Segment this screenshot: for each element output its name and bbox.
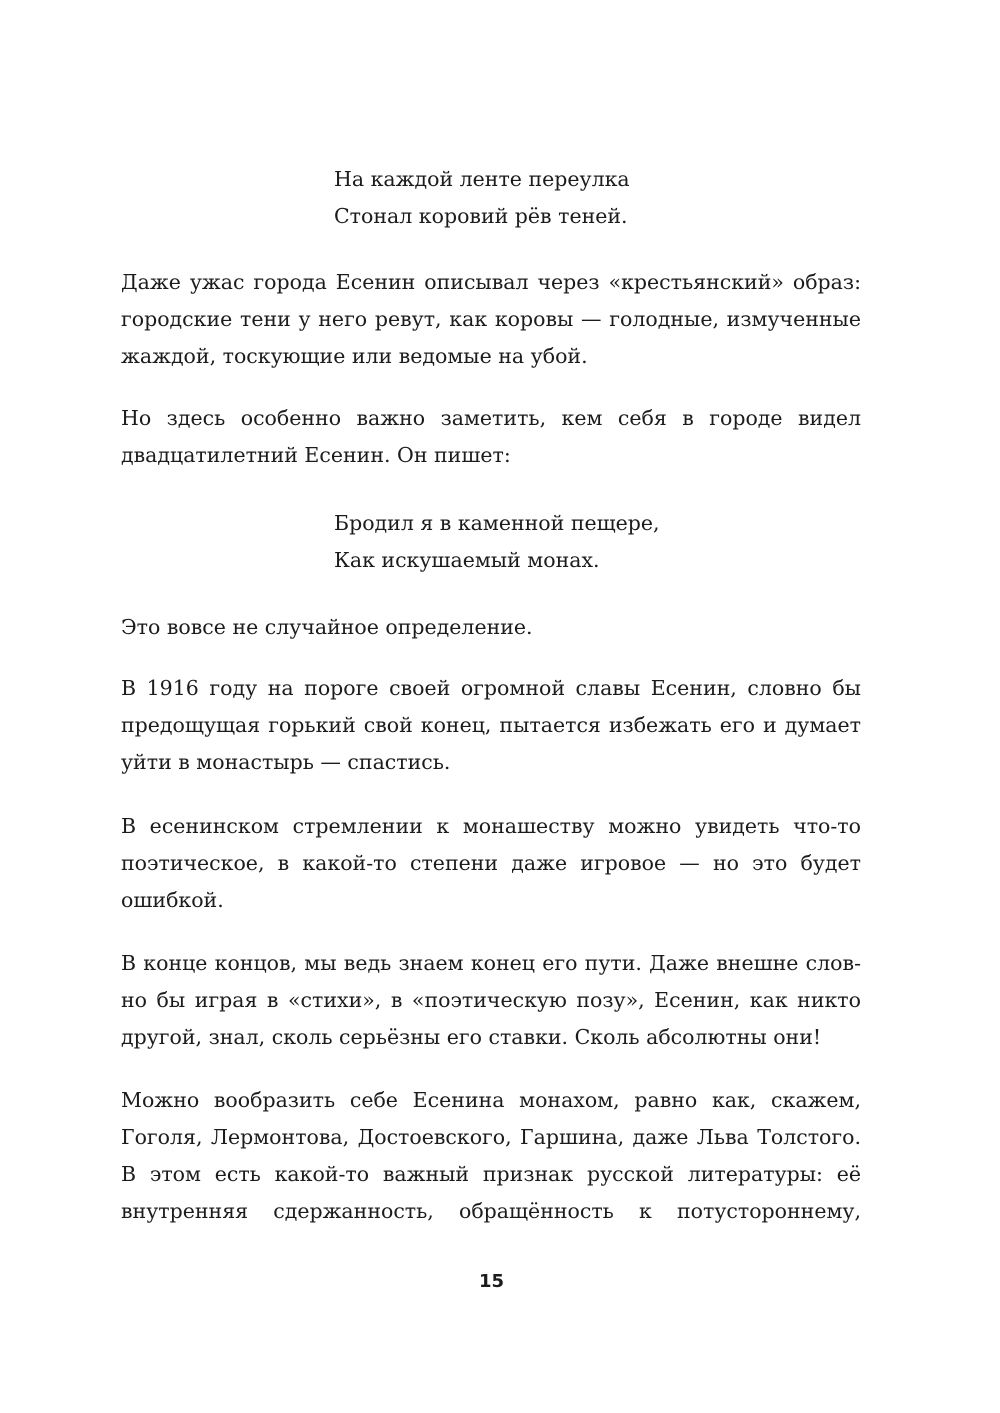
poem-line: На каждой ленте переулка xyxy=(334,167,630,191)
text-line: В этом есть какой-то важный признак русской литературы: её xyxy=(121,1162,861,1186)
text-line: В есенинском стремлении к монашеству можно увидеть что-то xyxy=(121,814,861,838)
paragraph xyxy=(121,670,861,781)
text-line: другой, знал, сколь серьёзны его ставки. Сколь абсолютны они! xyxy=(121,1025,822,1049)
text-line: жаждой, тоскующие или ведомые на убой. xyxy=(121,344,588,368)
poem-line: Бродил я в каменной пещере, xyxy=(334,511,660,535)
text-line: В 1916 году на пороге своей огромной славы Есенин, словно бы xyxy=(121,676,861,700)
text-line: городские тени у него ревут, как коровы — голодные, измученные xyxy=(121,307,861,331)
text-line: Гоголя, Лермонтова, Достоевского, Гаршина, даже Льва Толстого. xyxy=(121,1125,861,1149)
text-line: Даже ужас города Есенин описывал через «крестьянский» образ: xyxy=(121,270,861,294)
page-number: 15 xyxy=(478,1271,505,1292)
paragraph xyxy=(121,609,861,646)
text-line: двадцатилетний Есенин. Он пишет: xyxy=(121,443,511,467)
poem-line: Стонал коровий рёв теней. xyxy=(334,204,628,228)
paragraph xyxy=(121,264,861,375)
paragraph xyxy=(121,1082,861,1230)
poem-line: Как искушаемый монах. xyxy=(334,548,600,572)
text-line: но бы играя в «стихи», в «поэтическую позу», Есенин, как никто xyxy=(121,988,861,1012)
text-line: В конце концов, мы ведь знаем конец его пути. Даже внешне слов- xyxy=(121,951,861,975)
text-line: уйти в монастырь — спастись. xyxy=(121,750,451,774)
paragraph xyxy=(121,808,861,919)
text-line: внутренняя сдержанность, обращённость к потустороннему, xyxy=(121,1199,861,1223)
text-line: Можно вообразить себе Есенина монахом, равно как, скажем, xyxy=(121,1088,861,1112)
paragraph xyxy=(121,400,861,474)
text-line: Но здесь особенно важно заметить, кем себя в городе видел xyxy=(121,406,861,430)
text-line: Это вовсе не случайное определение. xyxy=(121,615,533,639)
text-line: ошибкой. xyxy=(121,888,224,912)
text-line: поэтическое, в какой-то степени даже игровое — но это будет xyxy=(121,851,861,875)
poem-stanza-city xyxy=(334,161,894,235)
text-line: предощущая горький свой конец, пытается избежать его и думает xyxy=(121,713,861,737)
paragraph xyxy=(121,945,861,1056)
poem-stanza-monk xyxy=(334,505,894,579)
